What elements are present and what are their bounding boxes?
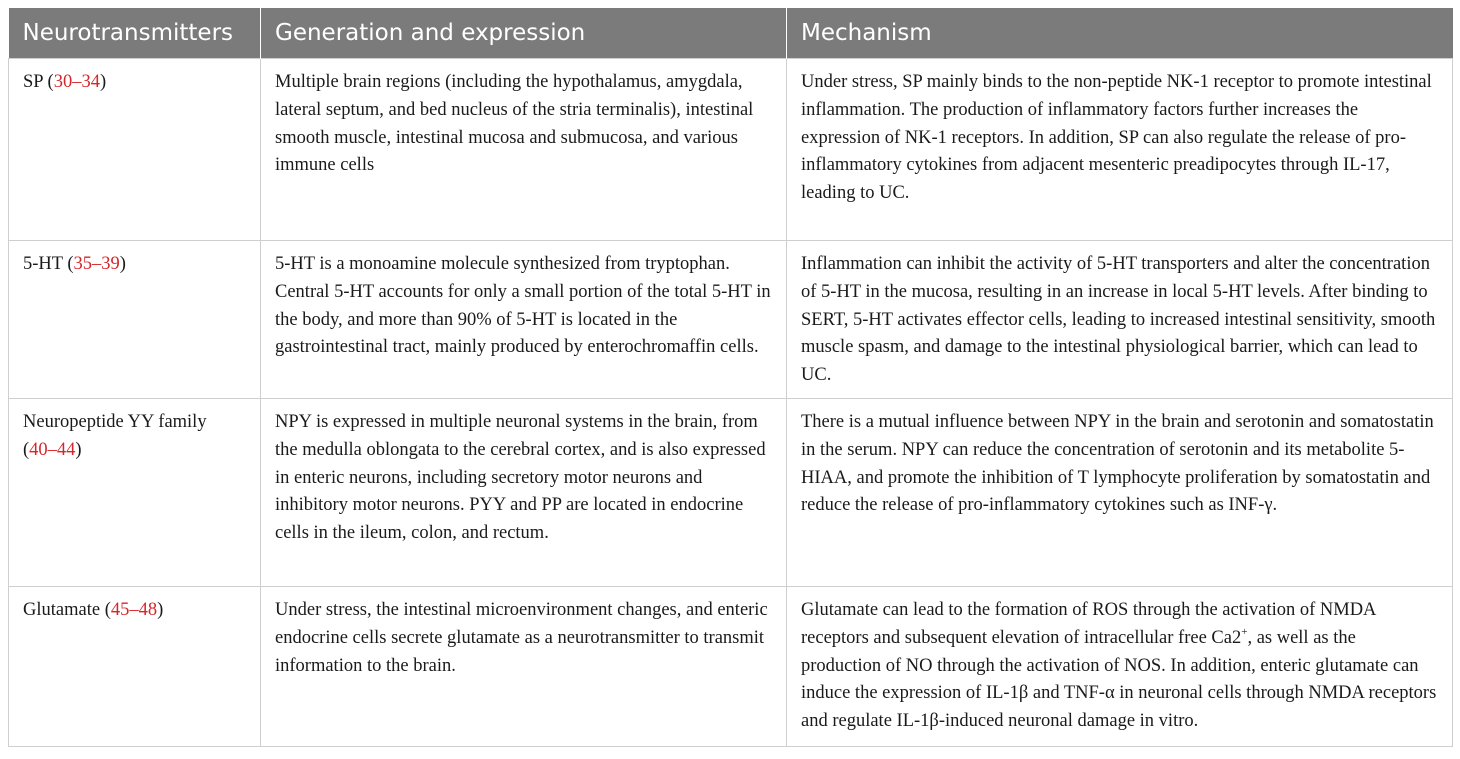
table-row xyxy=(9,587,1453,747)
reference-link[interactable]: 35–39 xyxy=(73,254,120,274)
header-mechanism: Mechanism xyxy=(787,8,1453,59)
reference-link[interactable]: 30–34 xyxy=(53,72,100,92)
generation-cell: Multiple brain regions (including the hypothalamus, amygdala, lateral septum, and bed nucleus of the stria terminalis), intestinal smooth muscle, intestinal mucosa and submucosa, and various immune cells xyxy=(261,59,787,241)
table-row xyxy=(9,399,1453,587)
header-row xyxy=(9,8,1453,59)
header-neurotransmitters: Neurotransmitters xyxy=(9,8,261,59)
reference-link[interactable]: 40–44 xyxy=(29,439,76,460)
table-row xyxy=(9,241,1453,399)
table-header xyxy=(9,8,1453,59)
neurotransmitter-cell: Glutamate (45–48) xyxy=(9,587,261,747)
neurotransmitter-name: SP xyxy=(23,72,43,92)
neurotransmitter-name: Glutamate xyxy=(23,600,101,620)
neurotransmitter-cell: Neuropeptide YY family (40–44) xyxy=(9,399,261,587)
generation-cell: NPY is expressed in multiple neuronal systems in the brain, from the medulla oblongata to the cerebral cortex, and is also expressed in enteric neurons, including secretory motor neurons and inhibitory motor neurons. PYY and PP are located in endocrine cells in the ileum, colon, and rectum. xyxy=(261,399,787,587)
neurotransmitter-table xyxy=(8,8,1453,747)
mechanism-text-part: Glutamate can lead to the formation of ROS through the activation of NMDA receptors and subsequent elevation of intracellular free Ca2 xyxy=(801,600,1376,648)
superscript-plus: + xyxy=(1241,625,1248,638)
generation-cell: Under stress, the intestinal microenvironment changes, and enteric endocrine cells secrete glutamate as a neurotransmitter to transmit information to the brain. xyxy=(261,587,787,747)
mechanism-cell: There is a mutual influence between NPY in the brain and serotonin and somatostatin in the serum. NPY can reduce the concentration of serotonin and its metabolite 5-HIAA, and promote the inhibition of T lymphocyte proliferation by somatostatin and reduce the release of pro-inflammatory cytokines such as INF-γ. xyxy=(787,399,1453,587)
mechanism-cell xyxy=(787,587,1453,747)
neurotransmitter-name: 5-HT xyxy=(23,254,63,274)
reference-link[interactable]: 45–48 xyxy=(110,600,158,620)
mechanism-cell: Inflammation can inhibit the activity of 5-HT transporters and alter the concentration of 5-HT in the mucosa, resulting in an increase in local 5-HT levels. After binding to SERT, 5-HT activates effector cells, leading to increased intestinal sensitivity, smooth muscle spasm, and damage to the intestinal physiological barrier, which can lead to UC. xyxy=(787,241,1453,399)
table-body xyxy=(9,59,1453,747)
neurotransmitter-cell: SP (30–34) xyxy=(9,59,261,241)
mechanism-text-part: , as well as the production of NO through the activation of NOS. In addition, enteric glutamate can induce the expression of IL-1β and TNF-α in neuronal cells through NMDA receptors and regulate IL-1β-induced neuronal damage in vitro. xyxy=(801,627,1437,732)
neurotransmitter-name: Neuropeptide YY family xyxy=(23,412,207,432)
neurotransmitter-table-container xyxy=(8,8,1452,747)
mechanism-cell: Under stress, SP mainly binds to the non-peptide NK-1 receptor to promote intestinal inflammation. The production of inflammatory factors further increases the expression of NK-1 receptors. In addition, SP can also regulate the release of pro-inflammatory cytokines from adjacent mesenteric preadipocytes through IL-17, leading to UC. xyxy=(787,59,1453,241)
header-generation-expression: Generation and expression xyxy=(261,8,787,59)
neurotransmitter-cell: 5-HT (35–39) xyxy=(9,241,261,399)
table-row xyxy=(9,59,1453,241)
generation-cell: 5-HT is a monoamine molecule synthesized from tryptophan. Central 5-HT accounts for only a small portion of the total 5-HT in the body, and more than 90% of 5-HT is located in the gastrointestinal tract, mainly produced by enterochromaffin cells. xyxy=(261,241,787,399)
